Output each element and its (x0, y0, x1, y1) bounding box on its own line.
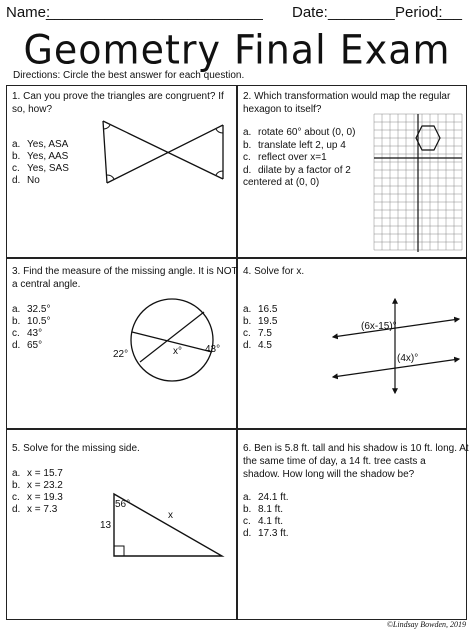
q2-option-c[interactable]: c. reflect over x=1 (243, 152, 327, 163)
q3-left-angle-label: 22° (113, 349, 129, 360)
q3-option-c[interactable]: c. 43° (12, 328, 43, 339)
q1-options (12, 139, 69, 187)
q6-option-d[interactable]: d. 17.3 ft. (243, 528, 289, 539)
q5-option-c[interactable]: c. x = 19.3 (12, 492, 63, 503)
period-blank[interactable]: ___ (437, 4, 463, 21)
q5-hypotenuse-label: x (168, 510, 173, 521)
page-title: Geometry Final Exam (23, 26, 451, 74)
q5-prompt: 5. Solve for the missing side. (12, 443, 140, 454)
q1-option-c[interactable]: c. Yes, SAS (12, 163, 69, 174)
q4-option-c[interactable]: c. 7.5 (243, 328, 272, 339)
q1-bowtie-triangles-figure (95, 115, 235, 195)
q5-option-a[interactable]: a. x = 15.7 (12, 468, 63, 479)
q6-option-a[interactable]: a. 24.1 ft. (243, 492, 289, 503)
directions: Directions: Circle the best answer for each question. (13, 70, 245, 81)
q5-options (12, 468, 63, 516)
q4-upper-angle-label: (6x-15)° (361, 321, 397, 332)
name-blank[interactable]: __________________________ (46, 4, 263, 21)
date-label: Date: (292, 4, 328, 21)
q1-prompt: 1. Can you prove the triangles are congruent? If so, how? (12, 91, 224, 115)
q6-option-b[interactable]: b. 8.1 ft. (243, 504, 284, 515)
q2-option-d[interactable]: d. dilate by a factor of 2 (243, 164, 351, 176)
name-label: Name: (6, 4, 51, 21)
q3-unknown-angle-label: x° (173, 346, 182, 357)
q1-option-a[interactable]: a. Yes, ASA (12, 139, 69, 150)
q2-coordinate-grid-figure (372, 112, 464, 254)
q4-lower-angle-label: (4x)° (397, 353, 419, 364)
q6-option-c[interactable]: c. 4.1 ft. (243, 516, 284, 527)
q2-option-b[interactable]: b. translate left 2, up 4 (243, 139, 346, 151)
q6-options (243, 492, 289, 540)
q4-parallel-lines-figure (325, 295, 465, 395)
q5-side-label: 13 (100, 520, 112, 531)
q1-option-b[interactable]: b. Yes, AAS (12, 151, 69, 162)
q3-options (12, 304, 50, 352)
period-label: Period: (395, 4, 443, 21)
q3-right-angle-label: 43° (205, 344, 221, 355)
q4-option-a[interactable]: a. 16.5 (243, 304, 278, 315)
q4-prompt: 4. Solve for x. (243, 266, 305, 277)
grid-divider-row-2 (6, 428, 467, 430)
q5-option-d[interactable]: d. x = 7.3 (12, 504, 58, 515)
grid-divider-vertical (236, 85, 238, 620)
q3-option-d[interactable]: d. 65° (12, 340, 43, 351)
date-blank[interactable]: ________ (328, 4, 395, 21)
q5-angle-label: 56° (115, 499, 131, 510)
q3-option-a[interactable]: a. 32.5° (12, 304, 51, 315)
q3-prompt: 3. Find the measure of the missing angle. It is NOT a central angle. (12, 266, 238, 290)
q4-option-d[interactable]: d. 4.5 (243, 340, 272, 351)
copyright-footer: ©Lindsay Bowden, 2019 (386, 620, 466, 629)
q3-circle-chords-figure (110, 290, 235, 390)
student-info-header (6, 4, 468, 24)
q1-option-d[interactable]: d. No (12, 175, 40, 186)
q5-right-triangle-figure (98, 490, 228, 562)
q3-option-b[interactable]: b. 10.5° (12, 316, 51, 327)
q2-options (243, 127, 355, 190)
q4-options (243, 304, 277, 352)
q2-option-d-continued: centered at (0, 0) (243, 177, 320, 188)
q6-prompt: 6. Ben is 5.8 ft. tall and his shadow is 10 ft. long. At the same time of day, a 14 ft. tree casts a shadow. How long will the shadow be? (243, 443, 469, 480)
grid-divider-row-1 (6, 257, 467, 259)
q5-option-b[interactable]: b. x = 23.2 (12, 480, 63, 491)
q4-option-b[interactable]: b. 19.5 (243, 316, 278, 327)
q2-option-a[interactable]: a. rotate 60° about (0, 0) (243, 127, 356, 138)
q2-prompt: 2. Which transformation would map the regular hexagon to itself? (243, 91, 451, 115)
